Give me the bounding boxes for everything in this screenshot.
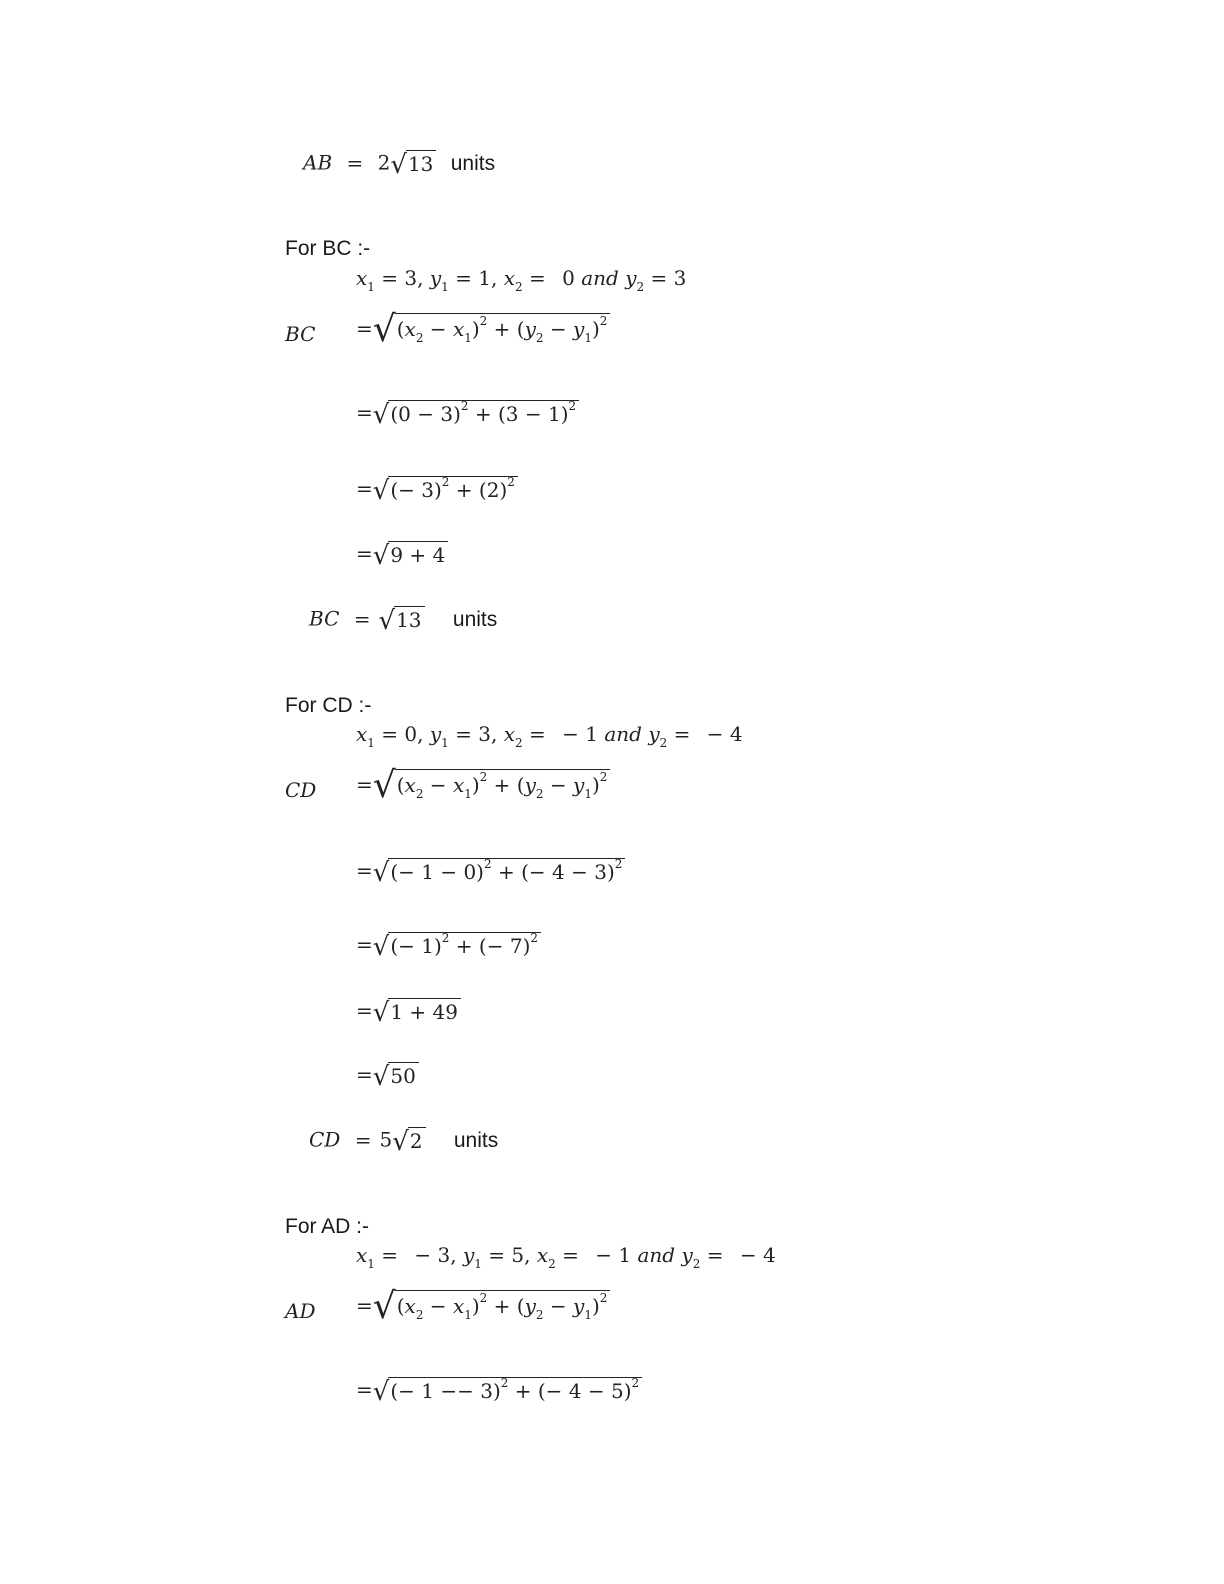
radical-sign-icon: √ (390, 150, 407, 180)
ad-y2: − 4 (739, 1243, 776, 1267)
ab-result-line (303, 150, 495, 178)
ad-heading: For AD :- (285, 1215, 370, 1238)
bc-x1: 3 (404, 266, 418, 290)
cd-step4: =√50 (356, 1062, 419, 1090)
cd-result-lhs: CD (309, 1127, 341, 1152)
cd-result-coef: 5 (379, 1127, 393, 1152)
bc-x2: 0 (562, 266, 575, 290)
bc-y2: 3 (673, 266, 687, 290)
bc-step3: =√9 + 4 (356, 541, 448, 569)
ab-result-lhs: AB (303, 150, 333, 175)
ad-step1: =√(− 1 −− 3)$^2$ + (− 4 − 5)$^2$ (356, 1377, 642, 1405)
bc-step2: =√(− $3)^2 + (2)^2$ (356, 476, 518, 504)
radical-sign-icon: √ (372, 309, 396, 350)
radical-sign-icon: √ (392, 1127, 409, 1157)
bc-heading: For BC :- (285, 237, 371, 260)
ab-result-radicand: 13 (406, 150, 436, 174)
radical-sign-icon: √ (372, 400, 390, 430)
ab-result-radical (390, 150, 436, 178)
ad-y1: 5 (511, 1243, 525, 1267)
radical-sign-icon: √ (372, 765, 396, 806)
cd-step3: =√1 + 49 (356, 998, 461, 1026)
radical-sign-icon: √ (372, 858, 390, 888)
cd-step2: =√(− 1)$^2$ + (− 7)$^2$ (356, 932, 541, 960)
cd-y1: 3 (478, 722, 492, 746)
bc-result-line: BC = √13 units (309, 606, 498, 636)
ab-result-unit: units (450, 151, 496, 175)
bc-step1: $=√(0 - 3)^2 + (3 - 1)^2$ (356, 400, 579, 428)
radical-sign-icon: √ (372, 998, 390, 1028)
ad-x2: − 1 (595, 1243, 632, 1267)
radical-sign-icon: √ (372, 541, 390, 571)
radical-sign-icon: √ (372, 1377, 390, 1407)
cd-result-line: CD = 5√2 units (309, 1127, 499, 1157)
ad-x1: − 3 (414, 1243, 451, 1267)
ad-label: AD (285, 1299, 316, 1323)
bc-formula: $=√(x_2 - x_1)^2 + (y_2 - y_1)^2$ (356, 312, 610, 348)
radical-sign-icon: √ (372, 1062, 390, 1092)
ad-formula: $=√(x_2 - x_1)^2 + (y_2 - y_1)^2$ (356, 1289, 610, 1325)
ab-result-eq: = (346, 150, 364, 175)
ad-given-line: $x_1$ = − 3, $y_1 = 5$, $x_2$ = − 1 and $y_2$ = − 4 (356, 1243, 776, 1271)
cd-formula: $=√(x_2 - x_1)^2 + (y_2 - y_1)^2$ (356, 768, 610, 804)
bc-result-unit: units (452, 607, 498, 631)
cd-step1: =√(− 1 − 0)$^2$ + (− 4 − 3)$^2$ (356, 858, 625, 886)
bc-result-lhs: BC (309, 606, 340, 631)
cd-result-unit: units (453, 1128, 499, 1152)
bc-given-line: $x_1 = 3$, $y_1 = 1$, $x_2 = 0$ and $y_2 = 3$ (356, 266, 687, 294)
radical-sign-icon: √ (372, 1286, 396, 1327)
radical-sign-icon: √ (372, 476, 390, 506)
bc-label: BC (285, 322, 316, 346)
cd-result-radicand: 2 (408, 1127, 426, 1151)
bc-result-radicand: 13 (394, 606, 424, 630)
ab-result-coef: 2 (377, 150, 391, 175)
cd-given-line: $x_1 = 0$, $y_1 = 3$, $x_2$ = − 1 and $y_2$ = − 4 (356, 722, 743, 750)
cd-x1: 0 (404, 722, 418, 746)
radical-sign-icon: √ (378, 606, 396, 636)
cd-x2: − 1 (562, 722, 598, 746)
radical-sign-icon: √ (372, 932, 390, 962)
cd-y2: − 4 (706, 722, 743, 746)
cd-label: CD (285, 778, 317, 802)
bc-y1: 1 (478, 266, 492, 290)
cd-heading: For CD :- (285, 694, 372, 717)
